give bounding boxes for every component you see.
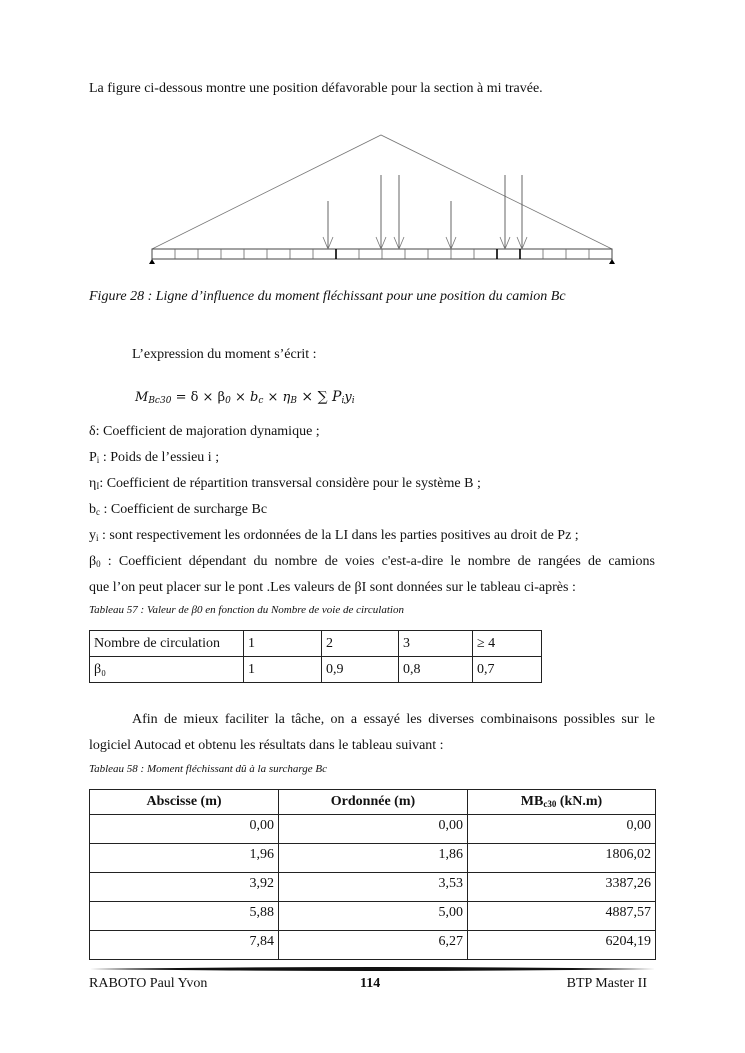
definition-pi xyxy=(89,449,219,467)
moment-table xyxy=(89,789,656,960)
definition-bc xyxy=(89,501,267,519)
table-cell: 1 xyxy=(244,631,322,657)
expression-intro: L’expression du moment s’écrit : xyxy=(132,347,317,362)
def-sub: i xyxy=(96,533,99,543)
table-cell: 3 xyxy=(399,631,473,657)
table-cell: 0,9 xyxy=(322,657,399,683)
formula-y: y xyxy=(344,390,352,405)
para2-line1: Afin de mieux faciliter la tâche, on a essayé les diverses combinaisons possibles sur le xyxy=(132,712,655,727)
def-symbol: η xyxy=(89,476,97,491)
table-cell: 3387,26 xyxy=(468,873,656,902)
formula-eta: × η xyxy=(263,390,291,405)
def-text: : Coefficient de majoration dynamique ; xyxy=(95,424,320,439)
table-row xyxy=(90,902,656,931)
table-cell: 5,88 xyxy=(90,902,279,931)
def-text: : Poids de l’essieu i ; xyxy=(99,450,220,465)
header-abscisse: Abscisse (m) xyxy=(90,790,279,815)
formula-beta-sub: 0 xyxy=(225,396,231,406)
table-row xyxy=(90,815,656,844)
table-header-row xyxy=(90,790,656,815)
def-symbol: β xyxy=(89,554,97,569)
intro-paragraph: La figure ci-dessous montre une position défavorable pour la section à mi travée. xyxy=(89,81,543,96)
table58-caption: Tableau 58 : Moment fléchissant dû à la surcharge Bc xyxy=(89,763,328,775)
table-cell: 1,86 xyxy=(279,844,468,873)
def-sub: 0 xyxy=(96,559,101,569)
header-mb-sub: c30 xyxy=(543,799,557,809)
table-cell: Nombre de circulation xyxy=(90,631,244,657)
formula-eta-sub: B xyxy=(290,396,297,406)
definition-eta xyxy=(89,475,481,493)
header-mb: MB xyxy=(520,794,544,809)
influence-line-diagram xyxy=(0,0,745,290)
header-mb-unit: (kN.m) xyxy=(556,794,603,809)
formula-p-sub: i xyxy=(341,396,345,406)
footer-author: RABOTO Paul Yvon xyxy=(89,976,208,991)
footer-program: BTP Master II xyxy=(566,976,647,991)
def-text: : sont respectivement les ordonnées de la LI dans les parties positives au droit de Pz ; xyxy=(98,528,579,543)
def-sub: c xyxy=(96,507,100,517)
table-cell: 5,00 xyxy=(279,902,468,931)
table-cell: 3,53 xyxy=(279,873,468,902)
table-cell: ≥ 4 xyxy=(473,631,542,657)
def-symbol: P xyxy=(89,450,97,465)
table-cell: β₀ xyxy=(90,657,244,683)
table-cell: 1,96 xyxy=(90,844,279,873)
table-cell: 4887,57 xyxy=(468,902,656,931)
definition-delta xyxy=(89,423,320,441)
table-cell: 0,00 xyxy=(468,815,656,844)
formula-rhs: = δ × β xyxy=(175,390,226,405)
formula-sum: × ∑ P xyxy=(296,389,342,405)
table-cell: 0,00 xyxy=(279,815,468,844)
table-cell: 1806,02 xyxy=(468,844,656,873)
def-symbol: b xyxy=(89,502,96,517)
influence-line xyxy=(152,135,612,249)
def-sub: i xyxy=(96,455,100,465)
table-row xyxy=(90,844,656,873)
formula-b: × b xyxy=(230,390,259,405)
def-text: : Coefficient de répartition transversal considère pour le système B ; xyxy=(99,476,481,491)
def-symbol: y xyxy=(89,528,96,543)
table-cell: 2 xyxy=(322,631,399,657)
page-number: 114 xyxy=(360,976,381,991)
formula-y-sub: i xyxy=(351,396,355,406)
header-moment xyxy=(468,790,656,815)
beta0-table xyxy=(89,630,542,683)
formula-b-sub: c xyxy=(258,396,264,406)
def-symbol: δ xyxy=(89,424,96,439)
definition-beta0-cont: que l’on peut placer sur le pont .Les valeurs de βI sont données sur le tableau ci-après : xyxy=(89,580,576,595)
table-cell: 0,8 xyxy=(399,657,473,683)
para2-line2: logiciel Autocad et obtenu les résultats dans le tableau suivant : xyxy=(89,738,444,753)
definition-yi xyxy=(89,527,579,545)
table-cell: 6204,19 xyxy=(468,931,656,960)
table-cell: 7,84 xyxy=(90,931,279,960)
footer-divider xyxy=(90,966,655,972)
table-cell: 3,92 xyxy=(90,873,279,902)
moment-formula xyxy=(135,389,355,405)
table-row xyxy=(90,657,542,683)
formula-lhs-sub: Bc30 xyxy=(148,396,172,406)
header-ordonnee: Ordonnée (m) xyxy=(279,790,468,815)
definition-beta0 xyxy=(89,553,655,571)
figure-caption: Figure 28 : Ligne d’influence du moment fléchissant pour une position du camion Bc xyxy=(89,289,566,304)
table-row xyxy=(90,873,656,902)
def-text: : Coefficient de surcharge Bc xyxy=(100,502,268,517)
table-cell: 1 xyxy=(244,657,322,683)
def-text: : Coefficient dépendant du nombre de voies c'est-a-dire le nombre de rangées de camions xyxy=(100,554,655,569)
table-row xyxy=(90,631,542,657)
def-sub: I xyxy=(96,481,100,491)
table57-caption: Tableau 57 : Valeur de β0 en fonction du Nombre de voie de circulation xyxy=(89,604,404,616)
support-icon xyxy=(149,259,155,264)
formula-lhs: M xyxy=(135,390,149,405)
table-cell: 0,7 xyxy=(473,657,542,683)
table-cell: 6,27 xyxy=(279,931,468,960)
table-row xyxy=(90,931,656,960)
support-icon xyxy=(609,259,615,264)
table-cell: 0,00 xyxy=(90,815,279,844)
